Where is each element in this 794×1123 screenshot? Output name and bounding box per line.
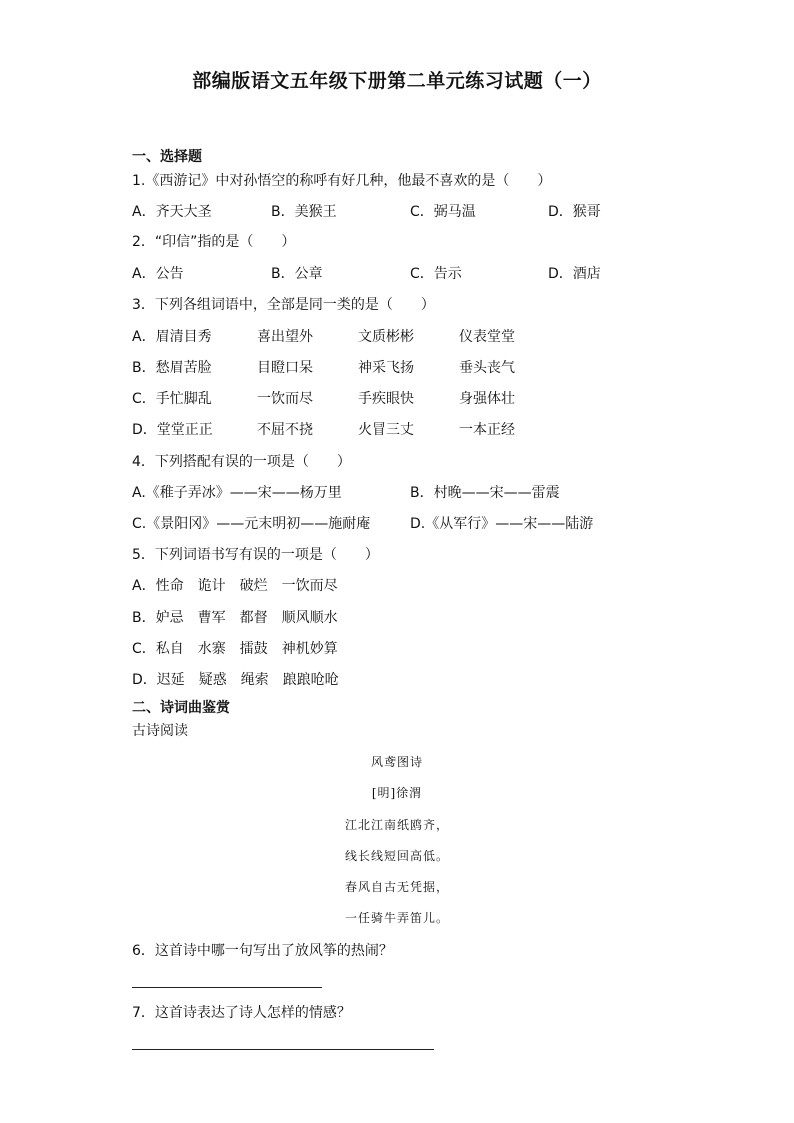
poem-title: 风鸢图诗 — [370, 755, 423, 769]
q3-row-b-word-4: 垂头丧气 — [459, 360, 515, 376]
question-1-stem: 1.《西游记》中对孙悟空的称呼有好几种，他最不喜欢的是（ ） — [132, 173, 552, 189]
q3-row-c-word-3: 手疾眼快 — [358, 391, 414, 407]
q2-option-a: A．公告 — [132, 266, 184, 282]
poem-author: [明]徐渭 — [371, 786, 423, 800]
q5-option-c: C．私自 水寨 擂鼓 神机妙算 — [132, 641, 338, 657]
q3-row-a-word-3: 文质彬彬 — [358, 329, 414, 345]
q2-option-d: D．酒店 — [548, 266, 601, 282]
q3-row-d-word-3: 火冒三丈 — [358, 422, 414, 438]
q4-option-a: A.《稚子弄冰》——宋——杨万里 — [132, 485, 342, 501]
poem-line-4: 一任骑牛弄笛儿。 — [344, 911, 449, 925]
section-heading-choice: 一、选择题 — [132, 149, 202, 165]
q3-row-b-word-3: 神采飞扬 — [358, 360, 414, 376]
q3-row-c-word-4: 身强体壮 — [459, 391, 515, 407]
page-title: 部编版语文五年级下册第二单元练习试题（一） — [192, 70, 602, 92]
q1-option-d: D．猴哥 — [548, 204, 601, 220]
poem-line-1: 江北江南纸鸥齐， — [344, 818, 449, 832]
q5-option-b: B．妒忌 曹军 都督 顺风顺水 — [132, 610, 338, 626]
question-5-stem: 5．下列词语书写有误的一项是（ ） — [132, 547, 379, 563]
q4-option-b: B．村晚——宋——雷震 — [410, 485, 560, 501]
q3-row-b-word-1: B．愁眉苦脸 — [132, 360, 212, 376]
question-6-stem: 6．这首诗中哪一句写出了放风筝的热闹？ — [132, 943, 393, 959]
q4-option-c: C.《景阳冈》——元末明初——施耐庵 — [132, 516, 371, 532]
q3-row-d-word-4: 一本正经 — [459, 422, 515, 438]
question-3-stem: 3．下列各组词语中，全部是同一类的是（ ） — [132, 297, 435, 313]
q7-answer-line[interactable] — [132, 1049, 434, 1050]
q3-row-b-word-2: 目瞪口呆 — [257, 360, 313, 376]
q2-option-b: B．公章 — [271, 266, 323, 282]
q4-option-d: D.《从军行》——宋——陆游 — [410, 516, 594, 532]
q5-option-a: A．性命 诡计 破烂 一饮而尽 — [132, 578, 338, 594]
q3-row-a-word-1: A．眉清目秀 — [132, 329, 212, 345]
q6-answer-line[interactable] — [132, 987, 322, 988]
question-7-stem: 7．这首诗表达了诗人怎样的情感？ — [132, 1005, 351, 1021]
q1-option-a: A．齐天大圣 — [132, 204, 212, 220]
q2-option-c: C．告示 — [410, 266, 462, 282]
poetry-intro: 古诗阅读 — [132, 723, 188, 739]
q1-option-b: B．美猴王 — [271, 204, 337, 220]
poem-line-3: 春风自古无凭据， — [344, 880, 449, 894]
q5-option-d: D．迟延 疑惑 绳索 踉踉呛呛 — [132, 672, 339, 688]
question-4-stem: 4．下列搭配有误的一项是（ ） — [132, 454, 351, 470]
section-heading-poetry: 二、诗词曲鉴赏 — [132, 700, 230, 716]
question-2-stem: 2．“印信”指的是（ ） — [132, 234, 296, 250]
q3-row-d-word-1: D．堂堂正正 — [132, 422, 213, 438]
q3-row-a-word-4: 仪表堂堂 — [459, 329, 515, 345]
poem-line-2: 线长线短回高低。 — [344, 849, 449, 863]
q3-row-a-word-2: 喜出望外 — [257, 329, 313, 345]
q3-row-d-word-2: 不屈不挠 — [257, 422, 313, 438]
q3-row-c-word-1: C．手忙脚乱 — [132, 391, 212, 407]
q3-row-c-word-2: 一饮而尽 — [257, 391, 313, 407]
q1-option-c: C．弼马温 — [410, 204, 476, 220]
